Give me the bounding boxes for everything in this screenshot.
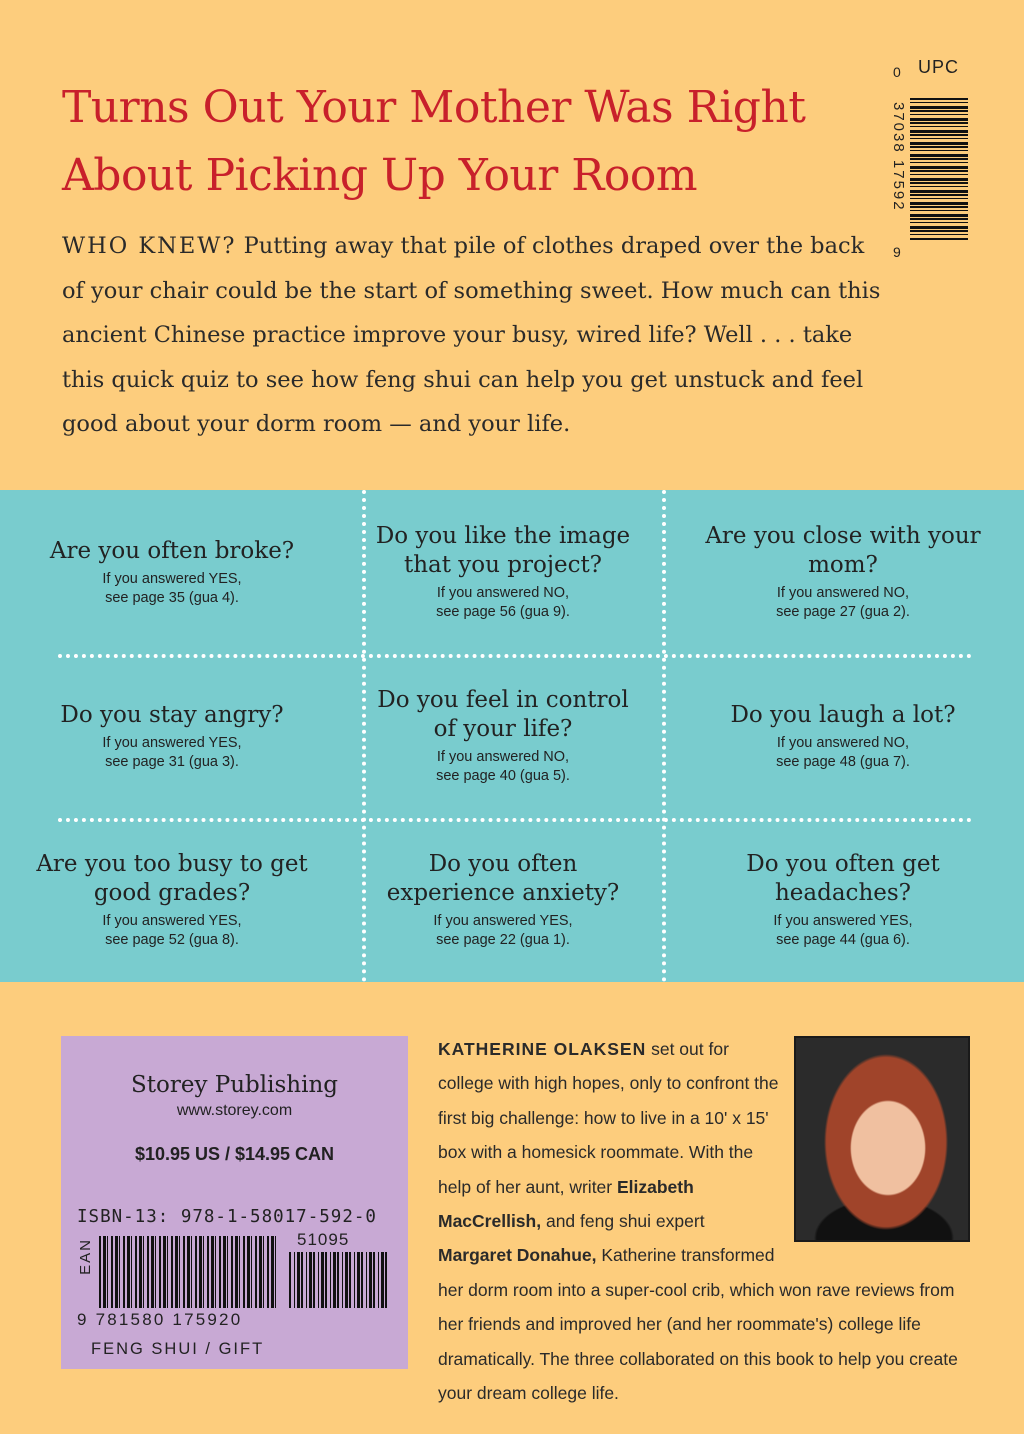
quiz-question: Do you laugh a lot? — [730, 701, 956, 728]
author-name: KATHERINE OLAKSEN — [438, 1039, 647, 1059]
quiz-answer: If you answered YES, — [773, 913, 913, 929]
headline-line-2: About Picking Up Your Room — [62, 150, 698, 201]
quiz-item — [0, 654, 344, 818]
quiz-page-ref: see page 22 (gua 1). — [436, 932, 570, 948]
quiz-item — [0, 818, 344, 982]
quiz-item — [662, 654, 1024, 818]
quiz-divider-vertical — [362, 490, 366, 982]
bio-text: and feng shui expert — [541, 1211, 705, 1232]
quiz-item — [662, 818, 1024, 982]
intro-body: Putting away that pile of clothes draped over the back of your chair could be the start of something sweet. How much can this ancient Chinese practice improve your busy, wired life? Well . . . take this quick quiz to see how feng shui can help you get unstuck and feel good about your dorm room — and your life. — [62, 233, 881, 437]
quiz-question: Do you often experience anxiety? — [386, 851, 620, 906]
coauthor-name: Elizabeth MacCrellish, — [438, 1176, 694, 1232]
upc-number-top: 0 — [893, 64, 901, 80]
upc-number-bottom: 9 — [893, 244, 901, 260]
quiz-question: Do you like the image that you project? — [375, 523, 631, 578]
ean-barcode — [99, 1236, 279, 1308]
quiz-question: Are you too busy to get good grades? — [36, 851, 308, 906]
ean-digits: 9 781580 175920 — [77, 1310, 243, 1329]
upc-bars — [910, 98, 968, 240]
upc-label: UPC — [918, 57, 960, 77]
publisher-url: www.storey.com — [176, 1102, 293, 1119]
quiz-page-ref: see page 56 (gua 9). — [436, 604, 570, 620]
quiz-answer: If you answered NO, — [436, 749, 570, 765]
quiz-answer: If you answered YES, — [102, 570, 242, 587]
quiz-question: Do you often get headaches? — [746, 851, 940, 906]
quiz-answer: If you answered YES, — [102, 734, 242, 751]
headline — [62, 74, 882, 210]
ean-label: EAN — [77, 1238, 94, 1275]
publisher-name: Storey Publishing — [131, 1072, 338, 1098]
quiz-item — [344, 818, 662, 982]
quiz-question: Do you stay angry? — [60, 701, 284, 728]
intro-lead: WHO KNEW? — [62, 233, 237, 259]
quiz-answer: If you answered NO, — [776, 585, 910, 601]
bio-text: set out for college with high hopes, only to confront the first big challenge: how to live in a 10' x 15' box with a homesick roommate. With the help of her aunt, writer — [438, 1039, 779, 1197]
quiz-panel — [0, 490, 1024, 982]
quiz-answer: If you answered YES, — [433, 913, 573, 929]
quiz-item — [344, 654, 662, 818]
quiz-question: Do you feel in control of your life? — [377, 687, 629, 742]
quiz-page-ref: see page 40 (gua 5). — [436, 768, 570, 784]
category: FENG SHUI / GIFT — [91, 1340, 265, 1358]
author-bio — [438, 1032, 972, 1410]
price: $10.95 US / $14.95 CAN — [134, 1144, 335, 1164]
isbn: ISBN-13: 978-1-58017-592-0 — [77, 1207, 377, 1227]
quiz-answer: If you answered YES, — [102, 913, 242, 929]
quiz-page-ref: see page 31 (gua 3). — [105, 753, 239, 770]
quiz-answer: If you answered NO, — [776, 734, 910, 751]
quiz-question: Are you often broke? — [49, 537, 295, 564]
quiz-item — [344, 490, 662, 654]
quiz-item — [662, 490, 1024, 654]
quiz-question: Are you close with your mom? — [705, 523, 981, 578]
quiz-divider-vertical — [662, 490, 666, 982]
quiz-answer: If you answered NO, — [436, 585, 570, 601]
quiz-page-ref: see page 27 (gua 2). — [776, 604, 910, 620]
quiz-page-ref: see page 35 (gua 4). — [105, 589, 239, 606]
quiz-page-ref: see page 44 (gua 6). — [776, 932, 910, 948]
headline-line-1: Turns Out Your Mother Was Right — [62, 82, 806, 133]
quiz-item — [0, 490, 344, 654]
quiz-divider-horizontal — [58, 818, 972, 822]
quiz-divider-horizontal — [58, 654, 972, 658]
quiz-page-ref: see page 52 (gua 8). — [105, 932, 239, 948]
upc-digits: 37038 17592 — [890, 102, 907, 212]
photo-spacer — [790, 1032, 972, 1250]
coauthor-name: Margaret Donahue, — [438, 1245, 597, 1266]
intro-paragraph — [62, 224, 882, 447]
quiz-page-ref: see page 48 (gua 7). — [776, 753, 910, 770]
bio-text: Katherine transformed her dorm room into a super-cool crib, which won rave reviews from her friends and improved her (and her roommate's) college life dramatically. The three collaborated on this book to help you create your dream college life. — [438, 1245, 958, 1404]
publisher-box — [61, 1036, 408, 1369]
addon-code: 51095 — [297, 1230, 350, 1249]
addon-barcode — [289, 1252, 387, 1308]
